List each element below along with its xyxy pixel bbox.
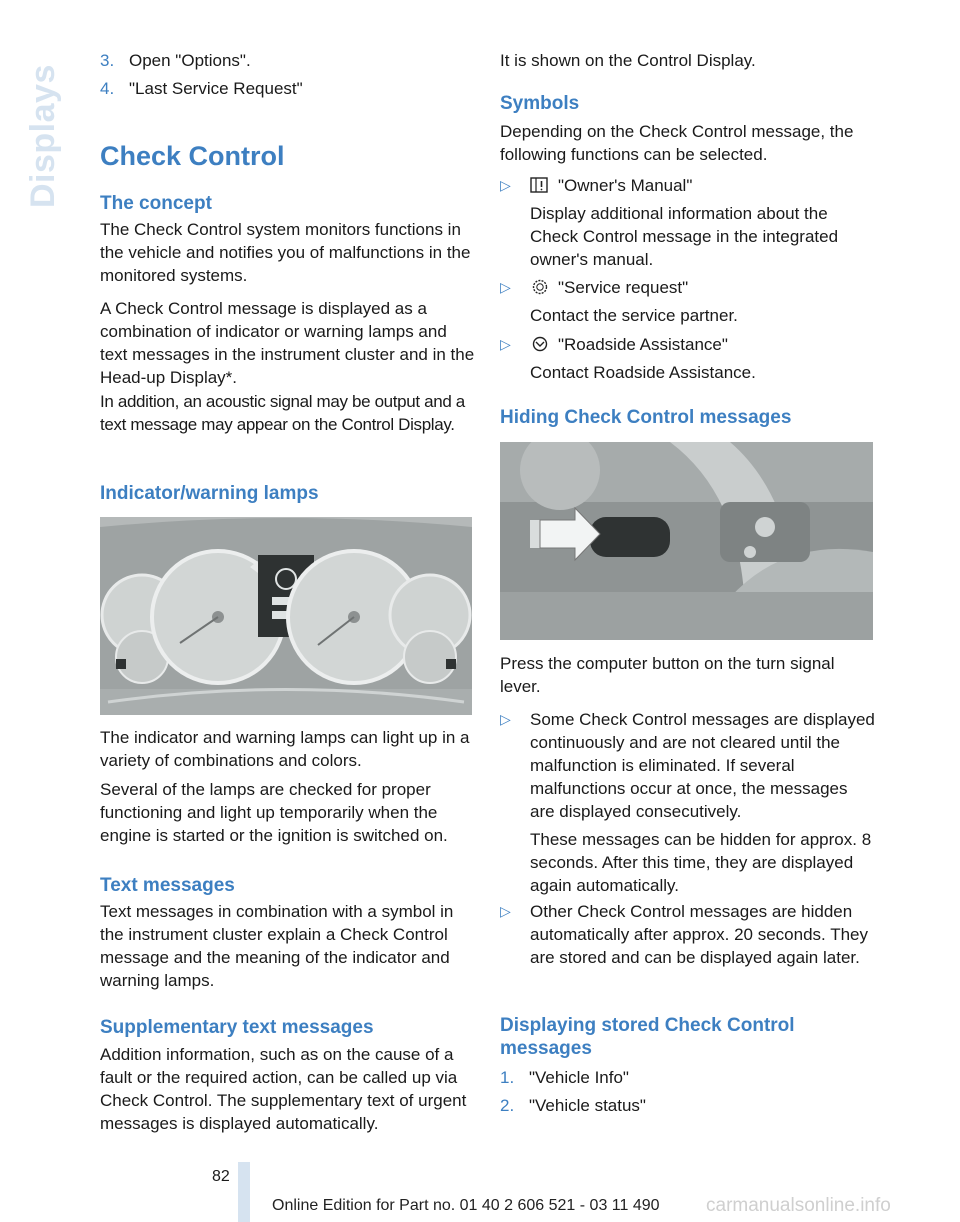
symbol-description: Contact the service partner.: [530, 306, 738, 325]
step-text: "Vehicle status": [529, 1096, 646, 1115]
heading-displaying: Displaying stored Check Control messages: [500, 1015, 795, 1059]
symbol-description: Display additional information about the Check Control message in the integrated owner's manual.: [530, 204, 839, 269]
page-number: 82: [212, 1168, 230, 1185]
heading-symbols: Symbols: [500, 93, 580, 114]
owners-manual-icon: [530, 177, 550, 193]
bullet-text: Some Check Control messages are displayed continuously and are not cleared until the malfunction is eliminated. If several malfunctions occur at once, the messages are displayed consecutively.: [530, 710, 875, 821]
step-number: 3.: [100, 51, 115, 70]
paragraph: A Check Control message is displayed as a combination of indicator or warning lamps and text messages in the instrument cluster and in the Head-up Display*.: [100, 299, 475, 387]
step-text: "Vehicle Info": [529, 1068, 629, 1087]
instrument-cluster-image: [100, 517, 472, 715]
paragraph: Several of the lamps are checked for proper functioning and light up temporarily when the engine is started or the ignition is switched on.: [100, 780, 448, 845]
paragraph: Press the computer button on the turn signal lever.: [500, 654, 835, 696]
paragraph: The Check Control system monitors functions in the vehicle and notifies you of malfunctions in the monitored systems.: [100, 220, 471, 285]
bullet-triangle-icon: ▷: [500, 711, 511, 727]
heading-indicator-lamps: Indicator/warning lamps: [100, 483, 319, 504]
heading-concept: The concept: [100, 193, 212, 214]
bullet-text: These messages can be hidden for approx. 8 seconds. After this time, they are displayed again automatically.: [530, 830, 872, 895]
section-tab-label: Displays: [24, 64, 62, 208]
bullet-triangle-icon: ▷: [500, 336, 511, 352]
paragraph: Addition information, such as on the cause of a fault or the required action, can be called up via Check Control. The supplementary text of urgent messages is displayed automatically.: [100, 1045, 467, 1133]
symbol-title: "Service request": [558, 278, 689, 297]
symbol-title: "Owner's Manual": [558, 176, 693, 195]
bullet-triangle-icon: ▷: [500, 279, 511, 295]
heading-hiding: Hiding Check Control messages: [500, 407, 792, 428]
heading-check-control: Check Control: [100, 141, 285, 171]
step-number: 2.: [500, 1096, 515, 1115]
bullet-text: Other Check Control messages are hidden automatically after approx. 20 seconds. They are stored and can be displayed again later.: [530, 902, 868, 967]
section-tab: [22, 40, 62, 210]
step-text: "Last Service Request": [129, 79, 303, 98]
symbol-title: "Roadside Assistance": [558, 335, 728, 354]
service-request-icon: [530, 279, 550, 295]
edition-text: Online Edition for Part no. 01 40 2 606 521 - 03 11 490: [272, 1197, 660, 1214]
paragraph: Text messages in combination with a symbol in the instrument cluster explain a Check Control message and the meaning of the indicator and warning lamps.: [100, 902, 454, 990]
step-text: Open "Options".: [129, 51, 251, 70]
heading-supplementary: Supplementary text messages: [100, 1017, 374, 1038]
paragraph: In addition, an acoustic signal may be output and a text message may appear on the Control Display.: [100, 392, 465, 434]
step-number: 1.: [500, 1068, 515, 1087]
bullet-triangle-icon: ▷: [500, 903, 511, 919]
paragraph: It is shown on the Control Display.: [500, 51, 756, 70]
heading-text-messages: Text messages: [100, 875, 235, 896]
step-number: 4.: [100, 79, 115, 98]
roadside-assistance-icon: [530, 336, 550, 352]
bullet-triangle-icon: ▷: [500, 177, 511, 193]
footer-bar: [238, 1162, 250, 1222]
symbol-description: Contact Roadside Assistance.: [530, 363, 756, 382]
paragraph: The indicator and warning lamps can light up in a variety of combinations and colors.: [100, 728, 470, 770]
paragraph: Depending on the Check Control message, the following functions can be selected.: [500, 122, 854, 164]
turn-signal-lever-image: [500, 442, 873, 640]
watermark: carmanualsonline.info: [706, 1195, 891, 1216]
